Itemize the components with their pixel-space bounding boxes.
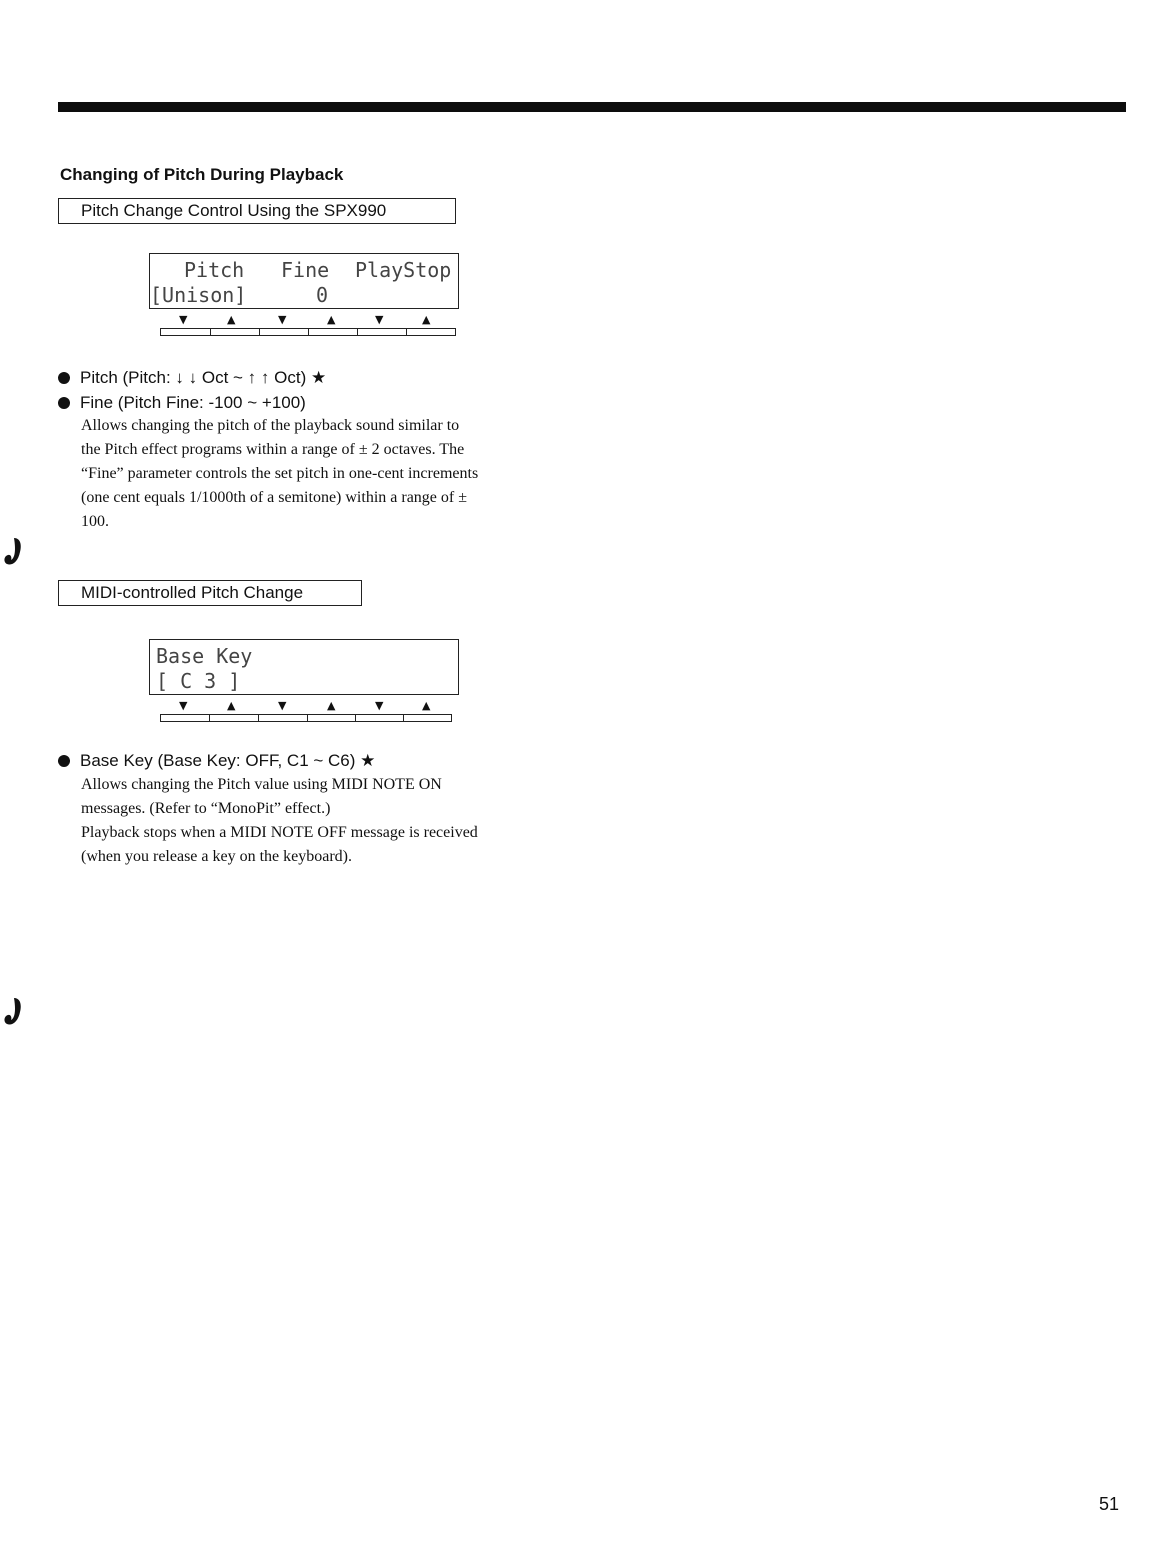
section-heading: Changing of Pitch During Playback bbox=[60, 165, 344, 184]
lcd-display-pitch bbox=[149, 253, 459, 309]
lcd-display-base-key bbox=[149, 639, 459, 695]
arrow-up-icon[interactable]: ▲ bbox=[327, 699, 336, 712]
bullet-fine: Fine (Pitch Fine: -100 ~ +100) bbox=[58, 392, 306, 414]
lcd-value-pitch: [Unison] bbox=[150, 283, 247, 307]
button-strip-2 bbox=[160, 714, 452, 722]
pitch-description bbox=[81, 414, 561, 534]
binding-mark-icon bbox=[2, 996, 26, 1028]
description-line: messages. (Refer to “MonoPit” effect.) bbox=[81, 800, 331, 817]
binding-mark-icon bbox=[2, 536, 26, 568]
bullet-dot-icon bbox=[58, 372, 70, 384]
arrow-down-icon[interactable]: ▼ bbox=[179, 313, 188, 326]
arrow-up-icon[interactable]: ▲ bbox=[422, 313, 431, 326]
description-line: (when you release a key on the keyboard). bbox=[81, 848, 352, 865]
midi-pitch-change-title: MIDI-controlled Pitch Change bbox=[58, 580, 362, 606]
arrow-up-icon[interactable]: ▲ bbox=[327, 313, 336, 326]
arrow-down-icon[interactable]: ▼ bbox=[375, 699, 384, 712]
lcd-value-fine: 0 bbox=[316, 283, 329, 307]
arrow-up-icon[interactable]: ▲ bbox=[227, 313, 236, 326]
arrow-up-icon[interactable]: ▲ bbox=[227, 699, 236, 712]
description-line: Allows changing the Pitch value using MIDI NOTE ON bbox=[81, 776, 442, 793]
bullet-dot-icon bbox=[58, 397, 70, 409]
pitch-change-control-title: Pitch Change Control Using the SPX990 bbox=[58, 198, 456, 224]
lcd-arrow-row-1 bbox=[149, 313, 459, 327]
description-line: Allows changing the pitch of the playback sound similar to bbox=[81, 417, 460, 434]
description-line: (one cent equals 1/1000th of a semitone) within a range of ± bbox=[81, 489, 467, 506]
bullet-base-key: Base Key (Base Key: OFF, C1 ~ C6) ★ bbox=[58, 750, 375, 772]
lcd-value-base-key: [ C 3 ] bbox=[156, 669, 241, 693]
arrow-down-icon[interactable]: ▼ bbox=[278, 699, 287, 712]
arrow-down-icon[interactable]: ▼ bbox=[278, 313, 287, 326]
description-line: Playback stops when a MIDI NOTE OFF message is received bbox=[81, 824, 478, 841]
lcd-label-base-key: Base Key bbox=[156, 644, 253, 668]
arrow-down-icon[interactable]: ▼ bbox=[179, 699, 188, 712]
arrow-up-icon[interactable]: ▲ bbox=[422, 699, 431, 712]
button-strip-1 bbox=[160, 328, 456, 336]
lcd-label-pitch: Pitch bbox=[184, 258, 245, 282]
arrow-down-icon[interactable]: ▼ bbox=[375, 313, 384, 326]
description-line: 100. bbox=[81, 513, 109, 530]
top-rule bbox=[58, 102, 1126, 112]
lcd-label-fine: Fine bbox=[281, 258, 330, 282]
bullet-pitch: Pitch (Pitch: ↓ ↓ Oct ~ ↑ ↑ Oct) ★ bbox=[58, 367, 326, 389]
base-key-description bbox=[81, 773, 561, 869]
bullet-dot-icon bbox=[58, 755, 70, 767]
lcd-label-playstop: PlayStop bbox=[355, 258, 452, 282]
lcd-arrow-row-2 bbox=[149, 699, 459, 713]
description-line: the Pitch effect programs within a range of ± 2 octaves. The bbox=[81, 441, 465, 458]
description-line: “Fine” parameter controls the set pitch in one-cent increments bbox=[81, 465, 479, 482]
page-number: 51 bbox=[1099, 1494, 1120, 1514]
